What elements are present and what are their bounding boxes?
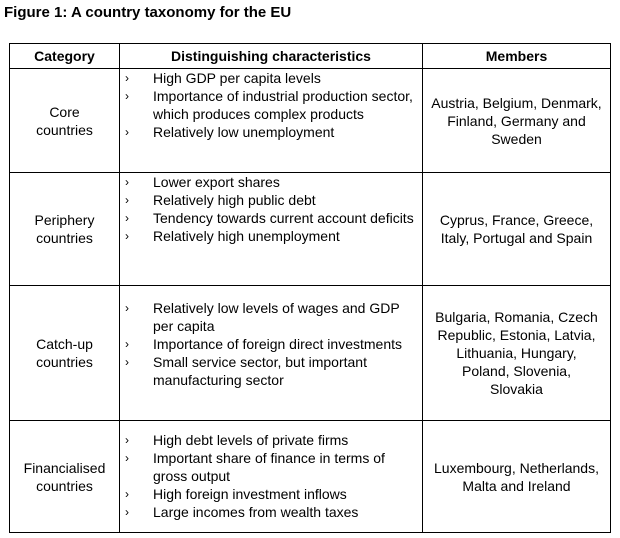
- members-text: Austria, Belgium, Denmark, Finland, Germany and Sweden: [431, 94, 602, 147]
- bullet-marker: ›: [125, 505, 129, 519]
- category-label: Core countries: [36, 103, 93, 138]
- characteristic-item: [120, 299, 422, 335]
- characteristic-text: Importance of foreign direct investments: [153, 336, 403, 352]
- characteristic-text: High foreign investment inflows: [153, 486, 347, 502]
- characteristic-item: [120, 87, 422, 123]
- bullet-marker: ›: [125, 175, 129, 189]
- characteristic-item: [120, 173, 422, 191]
- characteristic-text: High GDP per capita levels: [153, 70, 321, 86]
- characteristic-text: Relatively high unemployment: [153, 228, 340, 244]
- table-header-row: [10, 44, 611, 69]
- bullet-marker: ›: [125, 355, 129, 369]
- members-text: Bulgaria, Romania, Czech Republic, Estonia, Latvia, Lithuania, Hungary, Poland, Slovenia, Slovakia: [435, 309, 598, 397]
- bullet-marker: ›: [125, 89, 129, 103]
- characteristic-item: [120, 353, 422, 389]
- characteristic-item: [120, 431, 422, 449]
- members-cell: [423, 286, 611, 421]
- category-label: Catch-up countries: [36, 336, 93, 370]
- characteristics-list: [120, 431, 422, 521]
- characteristics-list: [120, 299, 422, 389]
- table-row-core: [10, 69, 611, 173]
- characteristic-text: High debt levels of private firms: [153, 432, 349, 448]
- characteristic-text: Small service sector, but important manufacturing sector: [153, 354, 367, 388]
- characteristic-item: [120, 449, 422, 485]
- bullet-marker: ›: [125, 229, 129, 243]
- characteristic-text: Relatively low levels of wages and GDP per capita: [153, 300, 400, 334]
- characteristic-text: Tendency towards current account deficits: [153, 210, 414, 226]
- table-row-periphery: [10, 173, 611, 286]
- header-characteristics: Distinguishing characteristics: [120, 44, 423, 69]
- table-row-catch-up: [10, 286, 611, 421]
- characteristic-item: [120, 69, 422, 87]
- members-text: Cyprus, France, Greece, Italy, Portugal and Spain: [439, 212, 594, 246]
- taxonomy-table: [9, 43, 611, 533]
- characteristic-item: [120, 123, 422, 141]
- characteristic-text: Relatively high public debt: [153, 192, 316, 208]
- category-label: Periphery countries: [34, 212, 95, 246]
- characteristics-list: [120, 173, 422, 245]
- bullet-marker: ›: [125, 487, 129, 501]
- members-cell: [423, 69, 611, 173]
- bullet-marker: ›: [125, 193, 129, 207]
- bullet-marker: ›: [125, 337, 129, 351]
- characteristic-text: Important share of finance in terms of gross output: [153, 450, 385, 484]
- characteristic-item: [120, 227, 422, 245]
- bullet-marker: ›: [125, 301, 129, 315]
- characteristic-item: [120, 503, 422, 521]
- characteristic-text: Lower export shares: [153, 174, 280, 190]
- characteristic-text: Importance of industrial production sector, which produces complex products: [153, 88, 413, 122]
- members-text: Luxembourg, Netherlands, Malta and Ireland: [434, 459, 599, 494]
- characteristics-cell: [120, 69, 423, 173]
- category-cell: [10, 286, 120, 421]
- table-row-financialised: [10, 421, 611, 533]
- characteristic-text: Relatively low unemployment: [153, 124, 335, 140]
- category-cell: [10, 421, 120, 533]
- characteristics-cell: [120, 173, 423, 286]
- members-cell: [423, 173, 611, 286]
- bullet-marker: ›: [125, 125, 129, 139]
- characteristic-item: [120, 209, 422, 227]
- header-members: Members: [423, 44, 611, 69]
- characteristic-item: [120, 335, 422, 353]
- category-label: Financialised countries: [23, 459, 106, 494]
- category-cell: [10, 173, 120, 286]
- characteristic-text: Large incomes from wealth taxes: [153, 504, 359, 520]
- bullet-marker: ›: [125, 451, 129, 465]
- characteristics-cell: [120, 286, 423, 421]
- header-category: Category: [10, 44, 120, 69]
- characteristics-cell: [120, 421, 423, 533]
- members-cell: [423, 421, 611, 533]
- figure-title: Figure 1: A country taxonomy for the EU: [4, 4, 292, 21]
- characteristic-item: [120, 191, 422, 209]
- characteristics-list: [120, 69, 422, 141]
- bullet-marker: ›: [125, 71, 129, 85]
- bullet-marker: ›: [125, 433, 129, 447]
- characteristic-item: [120, 485, 422, 503]
- category-cell: [10, 69, 120, 173]
- bullet-marker: ›: [125, 211, 129, 225]
